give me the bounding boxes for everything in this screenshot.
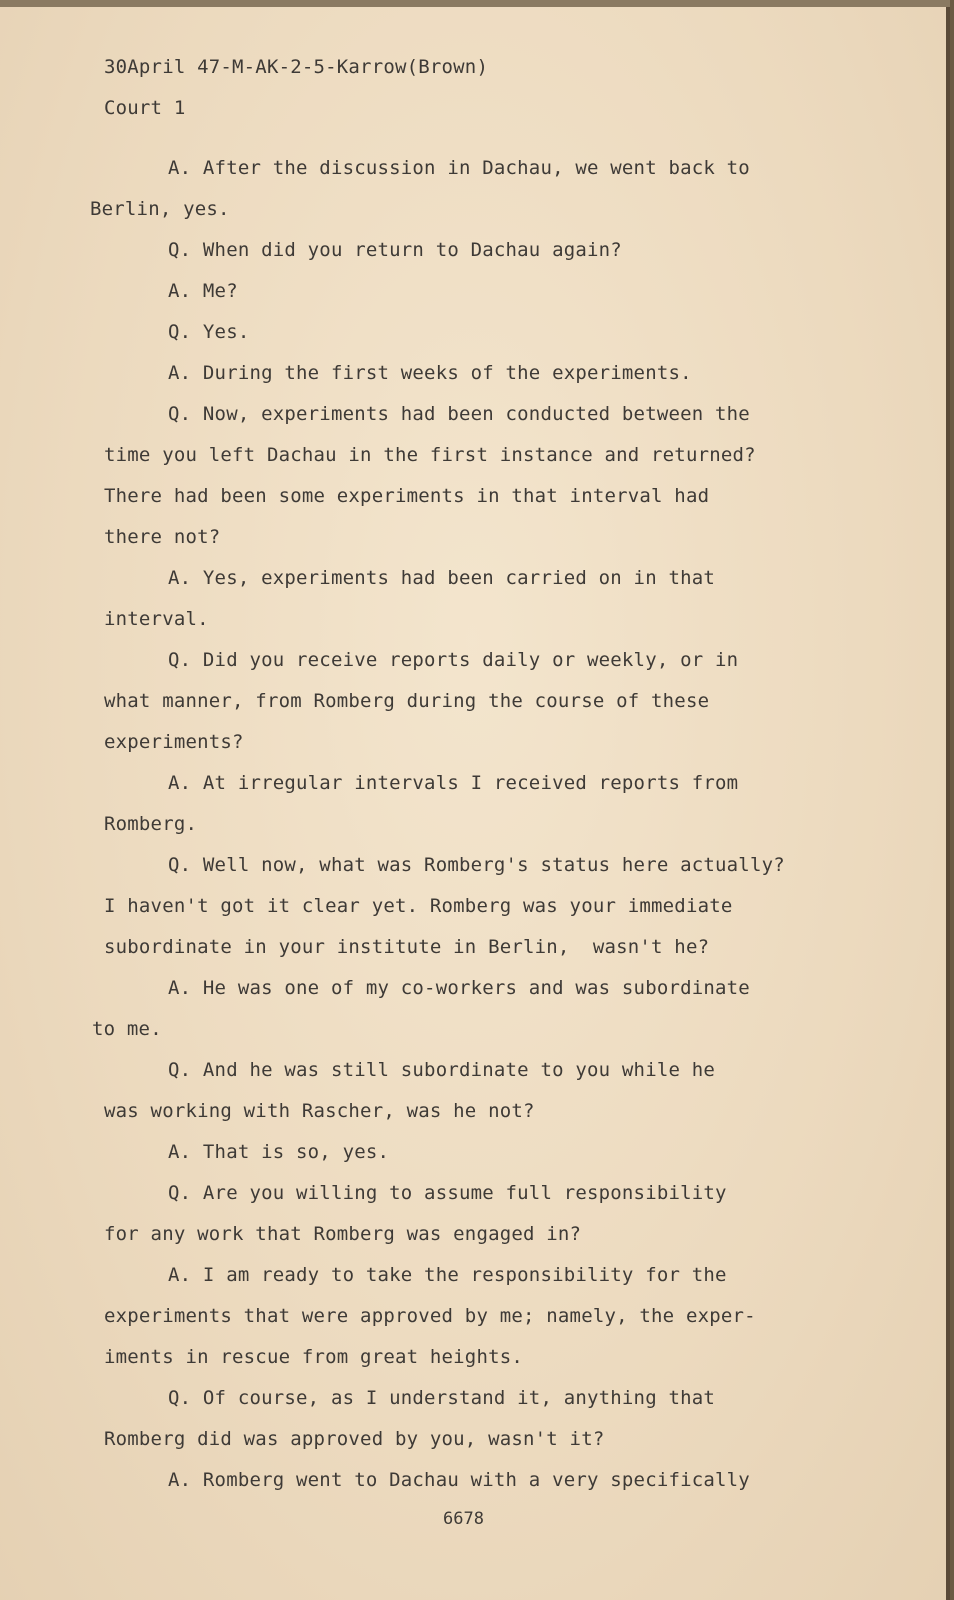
transcript-line: A. He was one of my co-workers and was subordinate <box>168 977 750 999</box>
transcript-line: Q. Did you receive reports daily or weekly, or in <box>168 649 739 671</box>
transcript-line: A. That is so, yes. <box>168 1141 390 1163</box>
transcript-line: Q. And he was still subordinate to you while he <box>168 1059 716 1081</box>
transcript-line: iments in rescue from great heights. <box>104 1346 524 1368</box>
transcript-line: A. During the first weeks of the experiments. <box>168 362 692 384</box>
transcript-line: to me. <box>92 1018 162 1040</box>
header-reference: 30April 47-M-AK-2-5-Karrow(Brown) <box>104 56 489 78</box>
transcript-line: Q. Of course, as I understand it, anything that <box>168 1387 716 1409</box>
transcript-line: A. Romberg went to Dachau with a very specifically <box>168 1469 750 1491</box>
page-top-edge <box>0 0 950 7</box>
transcript-line: There had been some experiments in that interval had <box>104 485 710 507</box>
transcript-line: Q. When did you return to Dachau again? <box>168 239 622 261</box>
transcript-line: Romberg did was approved by you, wasn't it? <box>104 1428 605 1450</box>
transcript-line: Q. Yes. <box>168 321 250 343</box>
transcript-line: A. Me? <box>168 280 238 302</box>
header-court: Court 1 <box>104 97 186 119</box>
transcript-line: what manner, from Romberg during the course of these <box>104 690 710 712</box>
transcript-line: was working with Rascher, was he not? <box>104 1100 535 1122</box>
transcript-line: Berlin, yes. <box>90 198 230 220</box>
transcript-line: for any work that Romberg was engaged in? <box>104 1223 582 1245</box>
transcript-line: time you left Dachau in the first instance and returned? <box>104 444 756 466</box>
transcript-line: A. At irregular intervals I received reports from <box>168 772 739 794</box>
transcript-line: I haven't got it clear yet. Romberg was your immediate <box>104 895 733 917</box>
transcript-line: experiments that were approved by me; namely, the exper- <box>104 1305 756 1327</box>
transcript-line: A. I am ready to take the responsibility for the <box>168 1264 727 1286</box>
transcript-line: subordinate in your institute in Berlin, wasn't he? <box>104 936 710 958</box>
transcript-line: Q. Well now, what was Romberg's status here actually? <box>168 854 785 876</box>
transcript-line: Q. Are you willing to assume full responsibility <box>168 1182 727 1204</box>
transcript-line: A. Yes, experiments had been carried on in that <box>168 567 716 589</box>
page-number: 6678 <box>443 1509 484 1529</box>
transcript-line: Q. Now, experiments had been conducted between the <box>168 403 750 425</box>
transcript-line: experiments? <box>104 731 244 753</box>
transcript-line: there not? <box>104 526 221 548</box>
transcript-line: interval. <box>104 608 209 630</box>
transcript-line: Romberg. <box>104 813 198 835</box>
transcript-line: A. After the discussion in Dachau, we went back to <box>168 157 750 179</box>
